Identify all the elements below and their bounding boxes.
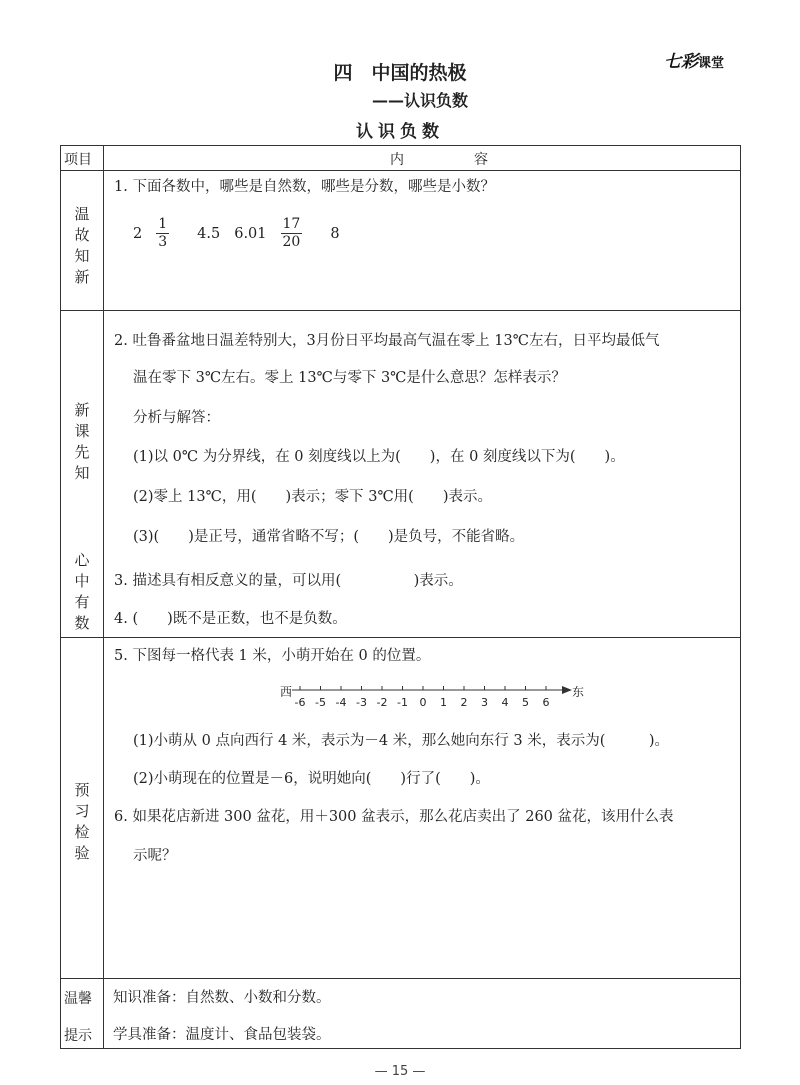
number-8: 8 (330, 225, 340, 242)
number-line-label: 2 (460, 696, 468, 709)
label-tip-2: 提示 (64, 1028, 92, 1044)
analysis-label: 分析与解答： (133, 410, 220, 426)
question-2-line-2: 温在零下 3℃左右。零上 13℃与零下 3℃是什么意思？怎样表示？ (133, 370, 566, 386)
number-line-label: 5 (522, 696, 529, 709)
number-line-label: -3 (356, 696, 367, 709)
question-1: 1. 下面各数中，哪些是自然数，哪些是分数，哪些是小数？ (114, 179, 495, 195)
page-number: — 15 — (374, 1064, 426, 1079)
tip-knowledge: 知识准备：自然数、小数和分数。 (113, 990, 331, 1006)
question-2-part-1: (1)以 0℃ 为分界线，在 0 刻度线以上为( )，在 0 刻度线以下为( )。 (133, 449, 625, 465)
question-3: 3. 描述具有相反意义的量，可以用( )表示。 (114, 573, 463, 589)
question-2-part-3: (3)( )是正号，通常省略不写；( )是负号，不能省略。 (133, 529, 525, 545)
row-divider-newlesson (60, 637, 741, 638)
label-east: 东 (572, 685, 585, 699)
label-tip-1: 温馨 (64, 991, 92, 1007)
label-new-lesson: 新 课 先 知 (74, 401, 90, 482)
question-6-line-2: 示呢？ (133, 848, 177, 864)
number-line-label: 0 (419, 696, 427, 709)
worksheet-table (60, 145, 741, 1049)
tip-tools: 学具准备：温度计、食品包装袋。 (113, 1027, 331, 1043)
column-header-item: 项目 (64, 152, 92, 168)
question-5: 5. 下图每一格代表 1 米，小萌开始在 0 的位置。 (114, 648, 431, 664)
label-mind: 心 中 有 数 (74, 551, 90, 632)
fraction-1-3: $\frac{1}{3}$ (158, 216, 168, 250)
question-2-part-2: (2)零上 13℃，用( )表示；零下 3℃用( )表示。 (133, 489, 493, 505)
number-line-label: 4 (501, 696, 509, 709)
brand-text-2: 课堂 (698, 56, 725, 71)
column-header-content: 内 容 (390, 152, 516, 168)
number-line-label: -4 (335, 696, 347, 709)
number-line-label: -5 (315, 696, 326, 709)
number-4-5: 4.5 (197, 225, 221, 242)
brand-text-1: 七彩 (664, 52, 698, 72)
number-line-label: -1 (397, 696, 408, 709)
column-divider (103, 145, 104, 1049)
label-preview: 预 习 检 验 (74, 781, 90, 862)
number-line-ticks (295, 686, 550, 709)
number-line-label: 6 (542, 696, 550, 709)
number-6-01: 6.01 (234, 225, 267, 242)
number-line (290, 680, 580, 710)
number-line-label: 1 (440, 696, 447, 709)
number-line-label: -6 (294, 696, 306, 709)
page-title: 四 中国的热极 (333, 62, 467, 84)
row-divider-header (60, 170, 741, 171)
row-divider-review (60, 310, 741, 311)
number-line-label: 3 (481, 696, 488, 709)
question-4: 4. ( )既不是正数，也不是负数。 (114, 611, 347, 627)
fraction-17-20: $\frac{17}{20}$ (282, 216, 301, 250)
number-line-arrow (562, 686, 572, 694)
question-2-line-1: 2. 吐鲁番盆地日温差特别大，3月份日平均最高气温在零上 13℃左右，日平均最低气 (114, 333, 660, 349)
number-2: 2 (133, 225, 143, 242)
question-6-line-1: 6. 如果花店新进 300 盆花，用＋300 盆表示，那么花店卖出了 260 盆花，该用什么表 (114, 809, 674, 825)
section-heading: 认识负数 (356, 122, 444, 142)
row-divider-preview (60, 978, 741, 979)
number-line-label: -2 (376, 696, 388, 709)
label-west: 西 (280, 685, 293, 699)
label-review: 温 故 知 新 (74, 205, 90, 286)
question-5-part-2: (2)小萌现在的位置是－6，说明她向( )行了( )。 (133, 771, 490, 787)
page-subtitle: ——认识负数 (372, 91, 469, 110)
question-5-part-1: (1)小萌从 0 点向西行 4 米，表示为－4 米，那么她向东行 3 米，表示为( )。 (133, 733, 670, 749)
number-list (133, 216, 354, 251)
